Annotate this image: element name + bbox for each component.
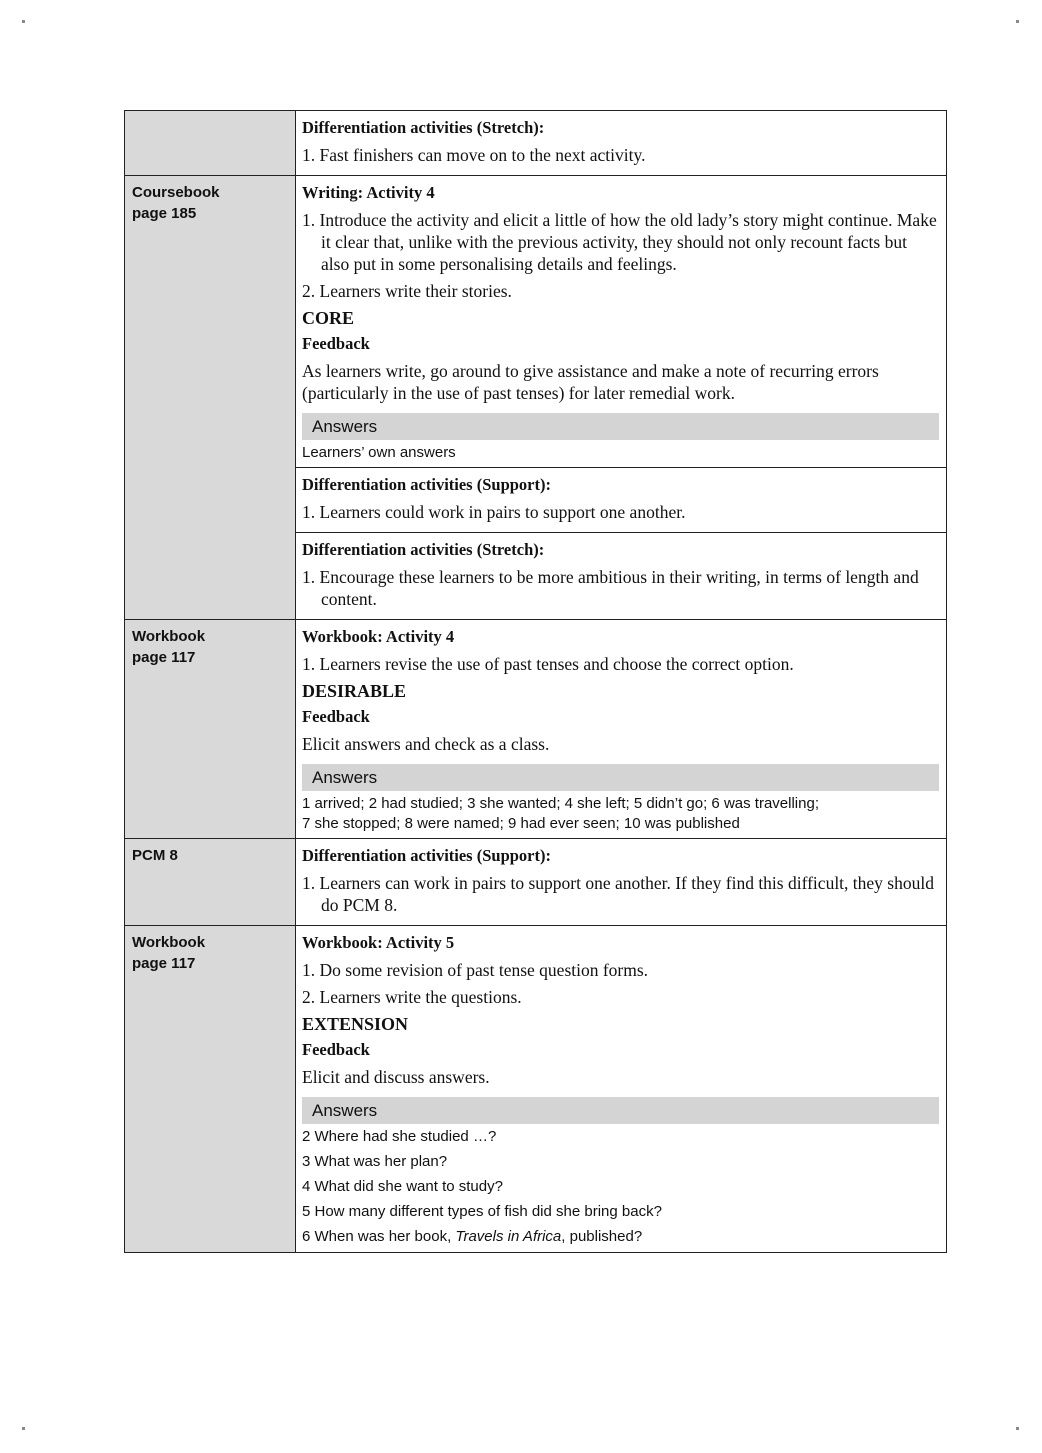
resource-cell — [125, 176, 296, 620]
block-heading: Workbook: Activity 5 — [302, 933, 455, 952]
answer-line: 1 arrived; 2 had studied; 3 she wanted; 4 she left; 5 didn’t go; 6 was travelling; — [302, 795, 819, 812]
resource-page: page 185 — [132, 205, 197, 222]
answer-line: 7 she stopped; 8 were named; 9 had ever seen; 10 was published — [302, 815, 740, 832]
block-heading: Differentiation activities (Support): — [302, 846, 551, 865]
book-title: Travels in Africa — [455, 1228, 562, 1245]
feedback-label: Feedback — [302, 1040, 370, 1059]
block-heading: Differentiation activities (Support): — [302, 475, 551, 494]
table-row — [125, 176, 947, 620]
block-heading: Differentiation activities (Stretch): — [302, 118, 545, 137]
answer-line: 3 What was her plan? — [302, 1153, 448, 1170]
stage-label: CORE — [302, 308, 355, 328]
resource-label: PCM 8 — [132, 847, 178, 864]
feedback-label: Feedback — [302, 334, 370, 353]
crop-mark — [1016, 1427, 1019, 1430]
crop-mark — [22, 20, 25, 23]
stage-label: DESIRABLE — [302, 681, 407, 701]
resource-cell — [125, 926, 296, 1253]
support-block — [296, 467, 946, 532]
resource-page: page 117 — [132, 649, 196, 666]
list-item: 1. Introduce the activity and elicit a little of how the old lady’s story might continue. Make it clear that, unlike with the previous activity, they should not only recount facts but also put in some personalising details and feelings. — [302, 210, 937, 274]
answer-line: 4 What did she want to study? — [302, 1178, 503, 1195]
table-row — [125, 839, 947, 926]
resource-cell — [125, 111, 296, 176]
list-item: 1. Fast finishers can move on to the next activity. — [302, 145, 646, 165]
list-item: 2. Learners write their stories. — [302, 281, 512, 301]
activity-cell — [296, 176, 947, 620]
activity-cell — [296, 111, 947, 176]
block-heading: Differentiation activities (Stretch): — [302, 540, 545, 559]
activity-cell — [296, 926, 947, 1253]
answer-line: 5 How many different types of fish did she bring back? — [302, 1203, 662, 1220]
crop-mark — [22, 1427, 25, 1430]
activity-block — [296, 926, 946, 1252]
block-heading: Workbook: Activity 4 — [302, 627, 455, 646]
table-row — [125, 620, 947, 839]
feedback-text: Elicit and discuss answers. — [302, 1067, 490, 1087]
answers-header: Answers — [302, 413, 939, 440]
stretch-block — [296, 111, 946, 175]
list-item: 1. Encourage these learners to be more ambitious in their writing, in terms of length and content. — [302, 567, 919, 609]
crop-mark — [1016, 20, 1019, 23]
feedback-text: Elicit answers and check as a class. — [302, 734, 550, 754]
list-item: 1. Learners could work in pairs to support one another. — [302, 502, 686, 522]
activity-block — [296, 620, 946, 838]
activity-block — [296, 176, 946, 467]
resource-label: Workbook — [132, 628, 206, 645]
answer-line — [302, 1227, 939, 1247]
list-item: 2. Learners write the questions. — [302, 987, 522, 1007]
table-row — [125, 111, 947, 176]
resource-label: Workbook — [132, 934, 206, 951]
answers-header: Answers — [302, 1097, 939, 1124]
activity-cell — [296, 620, 947, 839]
answer-text: , published? — [561, 1228, 643, 1245]
feedback-label: Feedback — [302, 707, 370, 726]
answer-text: 6 When was her book, — [302, 1228, 456, 1245]
support-block — [296, 839, 946, 925]
answers-list — [302, 1127, 939, 1247]
stretch-block — [296, 532, 946, 619]
lesson-plan-table — [124, 110, 947, 1253]
table-row — [125, 926, 947, 1253]
stage-label: EXTENSION — [302, 1014, 409, 1034]
list-item: 1. Learners can work in pairs to support one another. If they find this difficult, they should do PCM 8. — [302, 873, 934, 915]
list-item: 1. Do some revision of past tense question forms. — [302, 960, 649, 980]
answers-header: Answers — [302, 764, 939, 791]
answer-line: 2 Where had she studied …? — [302, 1128, 497, 1145]
resource-label: Coursebook — [132, 184, 220, 201]
feedback-text: As learners write, go around to give assistance and make a note of recurring errors (particularly in the use of past tenses) for later remedial work. — [302, 361, 879, 403]
list-item: 1. Learners revise the use of past tenses and choose the correct option. — [302, 654, 794, 674]
resource-cell — [125, 839, 296, 926]
answer-line: Learners’ own answers — [302, 444, 456, 461]
resource-cell — [125, 620, 296, 839]
block-heading: Writing: Activity 4 — [302, 183, 435, 202]
resource-page: page 117 — [132, 955, 196, 972]
activity-cell — [296, 839, 947, 926]
